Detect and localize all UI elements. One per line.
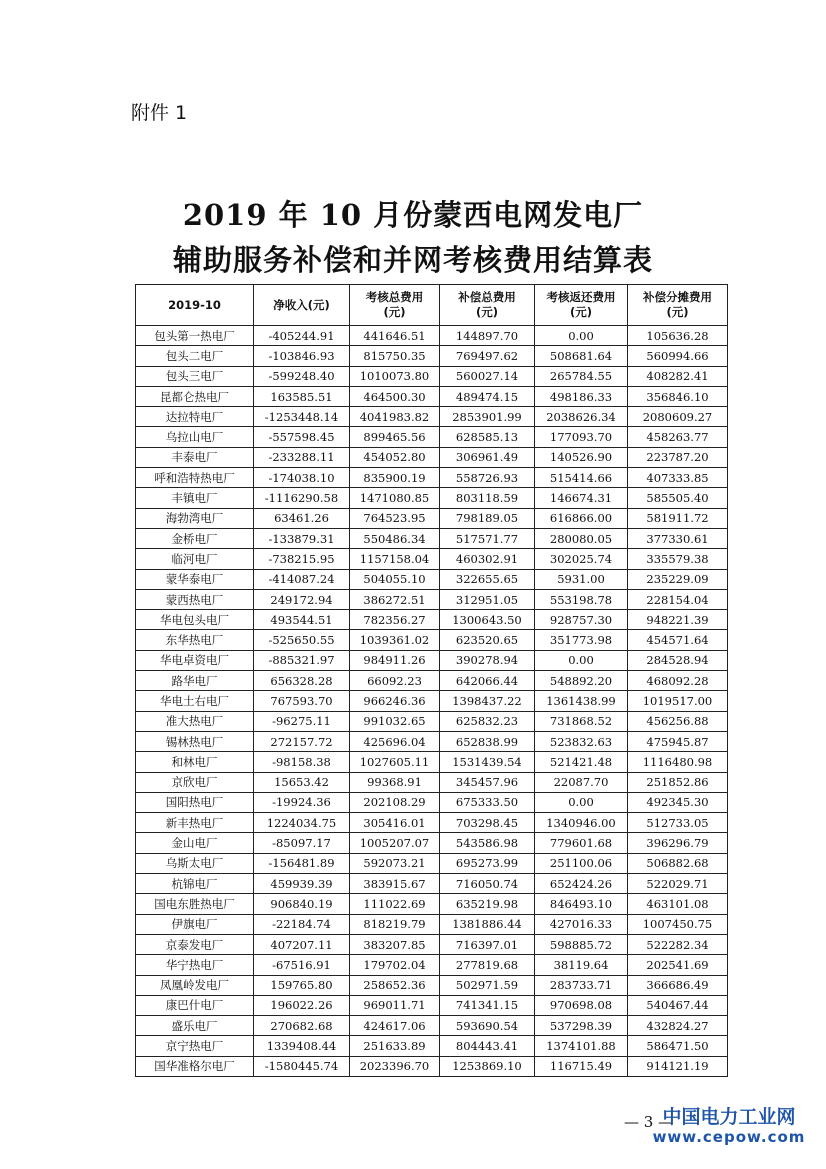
cell-assessment-refund: 265784.55 xyxy=(535,366,628,386)
table-row xyxy=(136,874,728,894)
cell-plant-name: 东华热电厂 xyxy=(136,630,254,650)
table-row xyxy=(136,589,728,609)
cell-compensation-total: 675333.50 xyxy=(440,792,535,812)
cell-assessment-total: 454052.80 xyxy=(350,447,440,467)
cell-assessment-total: 782356.27 xyxy=(350,610,440,630)
cell-assessment-refund: 38119.64 xyxy=(535,955,628,975)
cell-compensation-share: 914121.19 xyxy=(628,1056,728,1076)
cell-compensation-share: 540467.44 xyxy=(628,995,728,1015)
cell-compensation-share: 1007450.75 xyxy=(628,914,728,934)
table-row xyxy=(136,610,728,630)
cell-net-income: -557598.45 xyxy=(254,427,350,447)
cell-compensation-total: 489474.15 xyxy=(440,386,535,406)
cell-assessment-total: 818219.79 xyxy=(350,914,440,934)
cell-compensation-total: 635219.98 xyxy=(440,894,535,914)
cell-plant-name: 包头三电厂 xyxy=(136,366,254,386)
settlement-table xyxy=(135,284,728,1077)
cell-compensation-share: 202541.69 xyxy=(628,955,728,975)
page-number: — 3 — xyxy=(624,1113,674,1131)
cell-net-income: -22184.74 xyxy=(254,914,350,934)
cell-assessment-refund: 1361438.99 xyxy=(535,691,628,711)
cell-compensation-total: 543586.98 xyxy=(440,833,535,853)
cell-plant-name: 昆都仑热电厂 xyxy=(136,386,254,406)
cell-compensation-share: 105636.28 xyxy=(628,326,728,346)
cell-plant-name: 包头二电厂 xyxy=(136,346,254,366)
cell-net-income: -67516.91 xyxy=(254,955,350,975)
cell-net-income: -599248.40 xyxy=(254,366,350,386)
cell-net-income: 163585.51 xyxy=(254,386,350,406)
cell-net-income: -525650.55 xyxy=(254,630,350,650)
cell-plant-name: 蒙华泰电厂 xyxy=(136,569,254,589)
cell-assessment-total: 383915.67 xyxy=(350,874,440,894)
cell-compensation-total: 769497.62 xyxy=(440,346,535,366)
cell-compensation-share: 522029.71 xyxy=(628,874,728,894)
cell-compensation-share: 468092.28 xyxy=(628,671,728,691)
cell-assessment-refund: 598885.72 xyxy=(535,934,628,954)
cell-compensation-total: 623520.65 xyxy=(440,630,535,650)
cell-compensation-total: 517571.77 xyxy=(440,528,535,548)
cell-net-income: 407207.11 xyxy=(254,934,350,954)
cell-assessment-refund: 779601.68 xyxy=(535,833,628,853)
table-row xyxy=(136,995,728,1015)
cell-compensation-total: 306961.49 xyxy=(440,447,535,467)
cell-compensation-share: 585505.40 xyxy=(628,488,728,508)
cell-net-income: -85097.17 xyxy=(254,833,350,853)
cell-plant-name: 金桥电厂 xyxy=(136,528,254,548)
cell-plant-name: 丰镇电厂 xyxy=(136,488,254,508)
cell-compensation-share: 408282.41 xyxy=(628,366,728,386)
cell-compensation-share: 454571.64 xyxy=(628,630,728,650)
cell-assessment-total: 425696.04 xyxy=(350,731,440,751)
cell-assessment-total: 383207.85 xyxy=(350,934,440,954)
cell-net-income: -885321.97 xyxy=(254,650,350,670)
cell-compensation-total: 312951.05 xyxy=(440,589,535,609)
cell-assessment-total: 251633.89 xyxy=(350,1036,440,1056)
cell-net-income: 159765.80 xyxy=(254,975,350,995)
cell-net-income: -233288.11 xyxy=(254,447,350,467)
cell-net-income: -1253448.14 xyxy=(254,407,350,427)
table-row xyxy=(136,833,728,853)
cell-compensation-total: 558726.93 xyxy=(440,468,535,488)
cell-assessment-refund: 0.00 xyxy=(535,326,628,346)
table-row xyxy=(136,488,728,508)
cell-assessment-refund: 0.00 xyxy=(535,792,628,812)
cell-assessment-total: 66092.23 xyxy=(350,671,440,691)
cell-plant-name: 凤凰岭发电厂 xyxy=(136,975,254,995)
cell-assessment-total: 1039361.02 xyxy=(350,630,440,650)
cell-assessment-total: 202108.29 xyxy=(350,792,440,812)
cell-assessment-refund: 302025.74 xyxy=(535,549,628,569)
cell-compensation-total: 144897.70 xyxy=(440,326,535,346)
cell-compensation-share: 335579.38 xyxy=(628,549,728,569)
cell-assessment-refund: 22087.70 xyxy=(535,772,628,792)
cell-compensation-share: 366686.49 xyxy=(628,975,728,995)
cell-compensation-total: 803118.59 xyxy=(440,488,535,508)
cell-compensation-share: 251852.86 xyxy=(628,772,728,792)
table-row xyxy=(136,934,728,954)
table-row xyxy=(136,792,728,812)
cell-net-income: -405244.91 xyxy=(254,326,350,346)
cell-compensation-total: 460302.91 xyxy=(440,549,535,569)
cell-assessment-refund: 616866.00 xyxy=(535,508,628,528)
cell-compensation-share: 475945.87 xyxy=(628,731,728,751)
cell-assessment-total: 1005207.07 xyxy=(350,833,440,853)
cell-plant-name: 盛乐电厂 xyxy=(136,1016,254,1036)
table-body xyxy=(136,326,728,1077)
cell-compensation-share: 396296.79 xyxy=(628,833,728,853)
table-row xyxy=(136,528,728,548)
cell-assessment-total: 441646.51 xyxy=(350,326,440,346)
table-row xyxy=(136,772,728,792)
cell-assessment-refund: 537298.39 xyxy=(535,1016,628,1036)
table-row xyxy=(136,813,728,833)
cell-compensation-total: 628585.13 xyxy=(440,427,535,447)
cell-assessment-total: 592073.21 xyxy=(350,853,440,873)
cell-net-income: -156481.89 xyxy=(254,853,350,873)
cell-compensation-total: 741341.15 xyxy=(440,995,535,1015)
header-period: 2019-10 xyxy=(136,285,254,326)
table-row xyxy=(136,711,728,731)
cell-plant-name: 锡林热电厂 xyxy=(136,731,254,751)
cell-compensation-total: 695273.99 xyxy=(440,853,535,873)
cell-assessment-refund: 731868.52 xyxy=(535,711,628,731)
cell-assessment-total: 99368.91 xyxy=(350,772,440,792)
cell-compensation-total: 1253869.10 xyxy=(440,1056,535,1076)
cell-compensation-share: 522282.34 xyxy=(628,934,728,954)
table-row xyxy=(136,407,728,427)
cell-compensation-total: 345457.96 xyxy=(440,772,535,792)
cell-plant-name: 新丰热电厂 xyxy=(136,813,254,833)
cell-assessment-total: 835900.19 xyxy=(350,468,440,488)
watermark-site-name: 中国电力工业网 xyxy=(662,1106,796,1128)
cell-plant-name: 华宁热电厂 xyxy=(136,955,254,975)
cell-net-income: -174038.10 xyxy=(254,468,350,488)
cell-compensation-share: 458263.77 xyxy=(628,427,728,447)
cell-compensation-total: 642066.44 xyxy=(440,671,535,691)
table-row xyxy=(136,366,728,386)
cell-compensation-share: 456256.88 xyxy=(628,711,728,731)
cell-assessment-refund: 523832.63 xyxy=(535,731,628,751)
cell-plant-name: 华电土右电厂 xyxy=(136,691,254,711)
document-title-line2: 辅助服务补偿和并网考核费用结算表 xyxy=(172,243,653,277)
cell-assessment-refund: 0.00 xyxy=(535,650,628,670)
cell-compensation-share: 432824.27 xyxy=(628,1016,728,1036)
cell-assessment-total: 504055.10 xyxy=(350,569,440,589)
cell-compensation-total: 716050.74 xyxy=(440,874,535,894)
cell-compensation-share: 284528.94 xyxy=(628,650,728,670)
cell-net-income: 493544.51 xyxy=(254,610,350,630)
cell-assessment-refund: 427016.33 xyxy=(535,914,628,934)
cell-assessment-refund: 553198.78 xyxy=(535,589,628,609)
cell-plant-name: 京欣电厂 xyxy=(136,772,254,792)
cell-compensation-total: 1381886.44 xyxy=(440,914,535,934)
cell-net-income: -98158.38 xyxy=(254,752,350,772)
table-row xyxy=(136,975,728,995)
cell-plant-name: 金山电厂 xyxy=(136,833,254,853)
cell-assessment-total: 4041983.82 xyxy=(350,407,440,427)
cell-assessment-refund: 283733.71 xyxy=(535,975,628,995)
cell-compensation-share: 223787.20 xyxy=(628,447,728,467)
cell-assessment-total: 969011.71 xyxy=(350,995,440,1015)
cell-net-income: 767593.70 xyxy=(254,691,350,711)
cell-net-income: 196022.26 xyxy=(254,995,350,1015)
cell-compensation-share: 492345.30 xyxy=(628,792,728,812)
cell-net-income: -103846.93 xyxy=(254,346,350,366)
cell-plant-name: 蒙西热电厂 xyxy=(136,589,254,609)
cell-net-income: 1339408.44 xyxy=(254,1036,350,1056)
cell-assessment-total: 991032.65 xyxy=(350,711,440,731)
cell-compensation-share: 1116480.98 xyxy=(628,752,728,772)
cell-net-income: -414087.24 xyxy=(254,569,350,589)
cell-assessment-refund: 515414.66 xyxy=(535,468,628,488)
cell-assessment-total: 1027605.11 xyxy=(350,752,440,772)
attachment-label: 附件 1 xyxy=(131,102,188,124)
cell-assessment-refund: 146674.31 xyxy=(535,488,628,508)
cell-compensation-total: 593690.54 xyxy=(440,1016,535,1036)
cell-compensation-total: 1300643.50 xyxy=(440,610,535,630)
cell-compensation-share: 560994.66 xyxy=(628,346,728,366)
cell-compensation-total: 322655.65 xyxy=(440,569,535,589)
cell-compensation-total: 716397.01 xyxy=(440,934,535,954)
cell-plant-name: 国阳热电厂 xyxy=(136,792,254,812)
cell-assessment-total: 179702.04 xyxy=(350,955,440,975)
cell-assessment-total: 305416.01 xyxy=(350,813,440,833)
header-compensation-total: 补偿总费用 (元) xyxy=(440,285,535,326)
table-row xyxy=(136,691,728,711)
cell-compensation-share: 235229.09 xyxy=(628,569,728,589)
cell-assessment-refund: 5931.00 xyxy=(535,569,628,589)
table-row xyxy=(136,914,728,934)
cell-compensation-share: 512733.05 xyxy=(628,813,728,833)
table-row xyxy=(136,731,728,751)
cell-assessment-total: 984911.26 xyxy=(350,650,440,670)
cell-assessment-total: 1471080.85 xyxy=(350,488,440,508)
table-row xyxy=(136,955,728,975)
table-row xyxy=(136,894,728,914)
cell-assessment-total: 111022.69 xyxy=(350,894,440,914)
cell-compensation-share: 407333.85 xyxy=(628,468,728,488)
cell-compensation-total: 804443.41 xyxy=(440,1036,535,1056)
cell-plant-name: 康巴什电厂 xyxy=(136,995,254,1015)
cell-compensation-share: 581911.72 xyxy=(628,508,728,528)
cell-assessment-total: 764523.95 xyxy=(350,508,440,528)
cell-plant-name: 伊旗电厂 xyxy=(136,914,254,934)
cell-plant-name: 华电卓资电厂 xyxy=(136,650,254,670)
cell-assessment-total: 899465.56 xyxy=(350,427,440,447)
cell-assessment-refund: 928757.30 xyxy=(535,610,628,630)
table-row xyxy=(136,569,728,589)
cell-net-income: 1224034.75 xyxy=(254,813,350,833)
cell-compensation-share: 463101.08 xyxy=(628,894,728,914)
header-assessment-refund: 考核返还费用 (元) xyxy=(535,285,628,326)
cell-assessment-refund: 1374101.88 xyxy=(535,1036,628,1056)
cell-compensation-share: 1019517.00 xyxy=(628,691,728,711)
table-row xyxy=(136,326,728,346)
cell-assessment-refund: 652424.26 xyxy=(535,874,628,894)
cell-compensation-share: 948221.39 xyxy=(628,610,728,630)
cell-net-income: -1580445.74 xyxy=(254,1056,350,1076)
cell-assessment-refund: 1340946.00 xyxy=(535,813,628,833)
cell-net-income: -738215.95 xyxy=(254,549,350,569)
cell-net-income: -1116290.58 xyxy=(254,488,350,508)
cell-net-income: -19924.36 xyxy=(254,792,350,812)
watermark-url: www.cepow.com xyxy=(652,1128,806,1146)
cell-plant-name: 国华准格尔电厂 xyxy=(136,1056,254,1076)
cell-compensation-total: 625832.23 xyxy=(440,711,535,731)
table-row xyxy=(136,1036,728,1056)
cell-plant-name: 呼和浩特热电厂 xyxy=(136,468,254,488)
cell-net-income: 906840.19 xyxy=(254,894,350,914)
cell-net-income: 15653.42 xyxy=(254,772,350,792)
cell-compensation-share: 2080609.27 xyxy=(628,407,728,427)
cell-assessment-total: 424617.06 xyxy=(350,1016,440,1036)
cell-compensation-total: 502971.59 xyxy=(440,975,535,995)
cell-assessment-refund: 508681.64 xyxy=(535,346,628,366)
cell-compensation-share: 506882.68 xyxy=(628,853,728,873)
cell-plant-name: 京泰发电厂 xyxy=(136,934,254,954)
header-assessment-total: 考核总费用 (元) xyxy=(350,285,440,326)
table-row xyxy=(136,1016,728,1036)
cell-net-income: 272157.72 xyxy=(254,731,350,751)
table-row xyxy=(136,427,728,447)
cell-assessment-refund: 970698.08 xyxy=(535,995,628,1015)
document-title-line1: 2019 年 10 月份蒙西电网发电厂 xyxy=(182,198,644,232)
cell-assessment-refund: 2038626.34 xyxy=(535,407,628,427)
cell-compensation-share: 377330.61 xyxy=(628,528,728,548)
cell-assessment-refund: 251100.06 xyxy=(535,853,628,873)
cell-net-income: 270682.68 xyxy=(254,1016,350,1036)
cell-assessment-refund: 351773.98 xyxy=(535,630,628,650)
cell-compensation-total: 1398437.22 xyxy=(440,691,535,711)
table-header-row xyxy=(136,285,728,326)
cell-plant-name: 路华电厂 xyxy=(136,671,254,691)
cell-compensation-share: 228154.04 xyxy=(628,589,728,609)
header-net-income: 净收入(元) xyxy=(254,285,350,326)
cell-assessment-refund: 846493.10 xyxy=(535,894,628,914)
table-row xyxy=(136,508,728,528)
cell-plant-name: 包头第一热电厂 xyxy=(136,326,254,346)
cell-net-income: -133879.31 xyxy=(254,528,350,548)
cell-compensation-total: 2853901.99 xyxy=(440,407,535,427)
table-row xyxy=(136,386,728,406)
cell-assessment-refund: 521421.48 xyxy=(535,752,628,772)
cell-compensation-share: 586471.50 xyxy=(628,1036,728,1056)
cell-assessment-total: 815750.35 xyxy=(350,346,440,366)
cell-compensation-total: 652838.99 xyxy=(440,731,535,751)
table-row xyxy=(136,853,728,873)
cell-plant-name: 和林电厂 xyxy=(136,752,254,772)
cell-plant-name: 国电东胜热电厂 xyxy=(136,894,254,914)
cell-assessment-total: 258652.36 xyxy=(350,975,440,995)
cell-assessment-refund: 280080.05 xyxy=(535,528,628,548)
table-row xyxy=(136,630,728,650)
cell-plant-name: 京宁热电厂 xyxy=(136,1036,254,1056)
cell-net-income: 656328.28 xyxy=(254,671,350,691)
table-row xyxy=(136,671,728,691)
cell-plant-name: 海勃湾电厂 xyxy=(136,508,254,528)
header-compensation-share: 补偿分摊费用 (元) xyxy=(628,285,728,326)
cell-assessment-total: 966246.36 xyxy=(350,691,440,711)
cell-compensation-total: 390278.94 xyxy=(440,650,535,670)
cell-plant-name: 杭锦电厂 xyxy=(136,874,254,894)
cell-net-income: 459939.39 xyxy=(254,874,350,894)
cell-compensation-total: 277819.68 xyxy=(440,955,535,975)
cell-assessment-total: 2023396.70 xyxy=(350,1056,440,1076)
cell-compensation-total: 1531439.54 xyxy=(440,752,535,772)
cell-plant-name: 丰泰电厂 xyxy=(136,447,254,467)
cell-assessment-total: 386272.51 xyxy=(350,589,440,609)
cell-compensation-total: 560027.14 xyxy=(440,366,535,386)
cell-assessment-refund: 548892.20 xyxy=(535,671,628,691)
cell-assessment-total: 1157158.04 xyxy=(350,549,440,569)
cell-plant-name: 临河电厂 xyxy=(136,549,254,569)
cell-assessment-refund: 177093.70 xyxy=(535,427,628,447)
table-row xyxy=(136,650,728,670)
cell-assessment-refund: 116715.49 xyxy=(535,1056,628,1076)
cell-assessment-total: 1010073.80 xyxy=(350,366,440,386)
cell-compensation-share: 356846.10 xyxy=(628,386,728,406)
cell-plant-name: 乌拉山电厂 xyxy=(136,427,254,447)
table-row xyxy=(136,549,728,569)
cell-assessment-refund: 140526.90 xyxy=(535,447,628,467)
cell-compensation-total: 703298.45 xyxy=(440,813,535,833)
cell-plant-name: 华电包头电厂 xyxy=(136,610,254,630)
cell-net-income: 63461.26 xyxy=(254,508,350,528)
cell-plant-name: 准大热电厂 xyxy=(136,711,254,731)
table-row xyxy=(136,1056,728,1076)
cell-assessment-total: 550486.34 xyxy=(350,528,440,548)
table-row xyxy=(136,468,728,488)
cell-net-income: -96275.11 xyxy=(254,711,350,731)
table-row xyxy=(136,752,728,772)
cell-plant-name: 达拉特电厂 xyxy=(136,407,254,427)
table-row xyxy=(136,346,728,366)
cell-assessment-refund: 498186.33 xyxy=(535,386,628,406)
cell-assessment-total: 464500.30 xyxy=(350,386,440,406)
cell-net-income: 249172.94 xyxy=(254,589,350,609)
cell-plant-name: 乌斯太电厂 xyxy=(136,853,254,873)
cell-compensation-total: 798189.05 xyxy=(440,508,535,528)
table-row xyxy=(136,447,728,467)
